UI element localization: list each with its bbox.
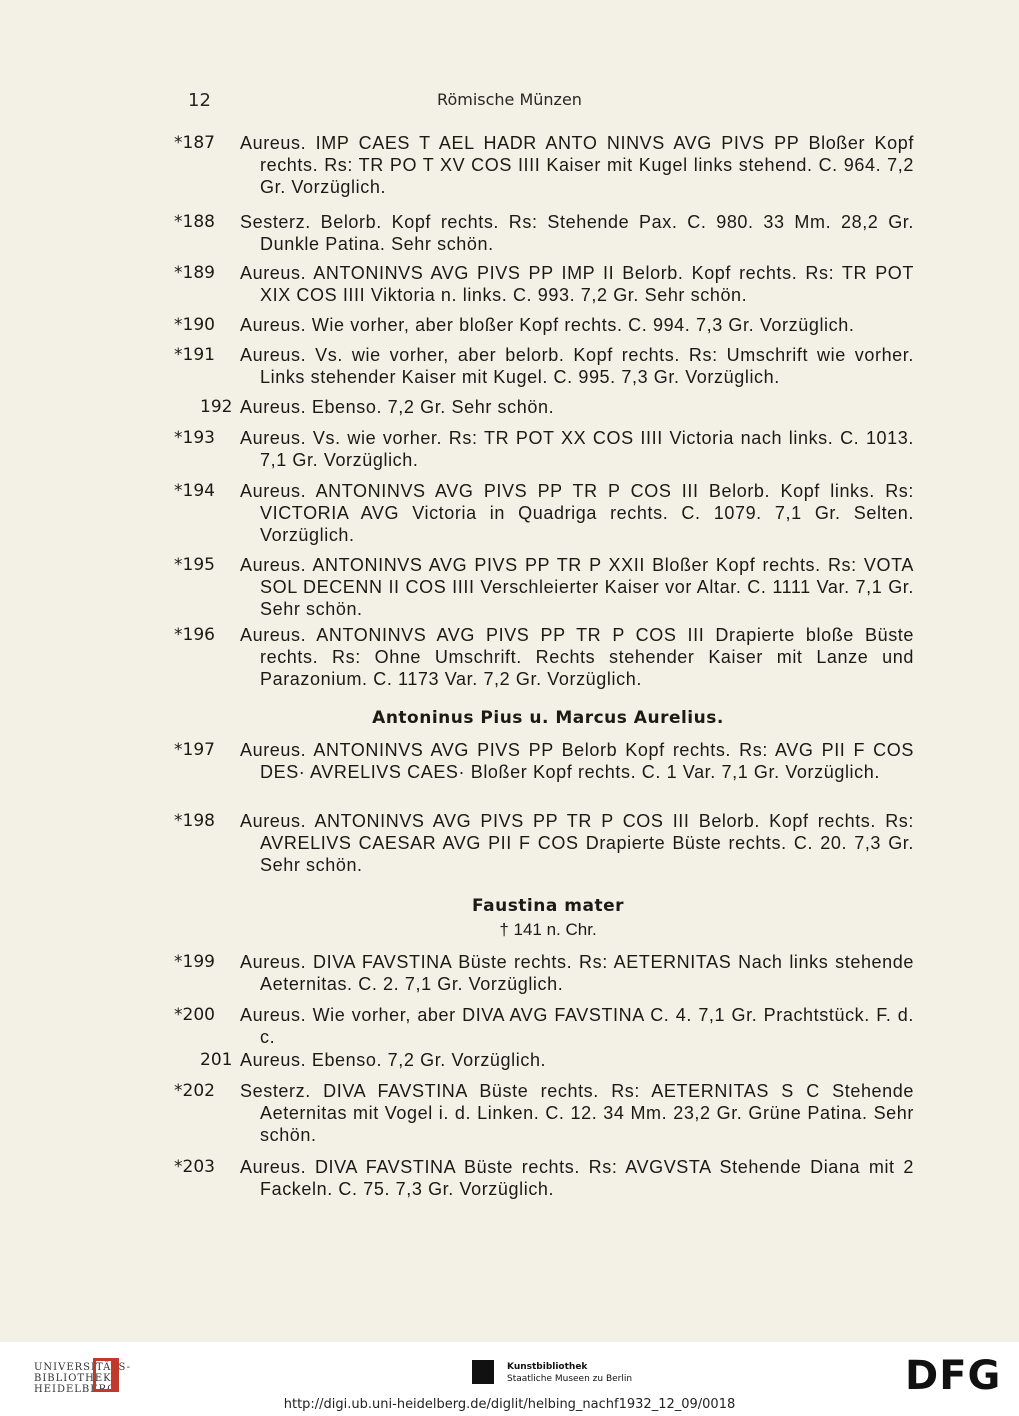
entry-text: Aureus. Vs. wie vorher, aber belorb. Kopf rechts. Rs: Umschrift wie vorher. Links stehender Kaiser mit Kugel. C. 995. 7,3 Gr. Vorzüglich.	[240, 345, 914, 387]
entry-number: 192	[200, 397, 233, 417]
running-title: Römische Münzen	[437, 90, 582, 109]
entry-text: Aureus. ANTONINVS AVG PIVS PP IMP II Belorb. Kopf rechts. Rs: TR POT XIX COS IIII Viktoria n. links. C. 993. 7,2 Gr. Sehr schön.	[240, 263, 914, 305]
entry-text: Aureus. IMP CAES T AEL HADR ANTO NINVS AVG PIVS PP Bloßer Kopf rechts. Rs: TR PO T XV COS IIII Kaiser mit Kugel links stehend. C. 964. 7,2 Gr. Vorzüglich.	[240, 133, 914, 197]
catalog-entry	[174, 314, 914, 336]
ub-heidelberg-logo-icon[interactable]	[93, 1358, 119, 1392]
entry-number: *189	[174, 263, 215, 283]
entry-number: *197	[174, 740, 215, 760]
catalog-entry	[174, 427, 914, 471]
catalog-entry	[174, 344, 914, 388]
entry-text: Aureus. ANTONINVS AVG PIVS PP Belorb Kopf rechts. Rs: AVG PII F COS DES· AVRELIVS CAES· Bloßer Kopf rechts. C. 1 Var. 7,1 Gr. Vorzüglich.	[240, 740, 914, 782]
entry-number: *196	[174, 625, 215, 645]
ub-heidelberg-text: UNIVERSITÄTS- BIBLIOTHEK HEIDELBERG	[34, 1362, 132, 1395]
entry-number: *194	[174, 481, 215, 501]
catalog-entry	[174, 1004, 914, 1048]
catalog-entry	[174, 554, 914, 620]
entry-number: *200	[174, 1005, 215, 1025]
entry-number: *198	[174, 811, 215, 831]
dfg-logo[interactable]: DFG	[905, 1353, 1002, 1399]
entry-number: *188	[174, 212, 215, 232]
kunstbibliothek-subtitle: Staatliche Museen zu Berlin	[507, 1374, 633, 1384]
entry-text: Aureus. Vs. wie vorher. Rs: TR POT XX COS IIII Victoria nach links. C. 1013. 7,1 Gr. Vorzüglich.	[240, 428, 914, 470]
catalog-entry	[174, 262, 914, 306]
catalog-entry	[174, 396, 914, 418]
kunstbibliothek-text	[507, 1361, 632, 1385]
entry-text: Aureus. Wie vorher, aber DIVA AVG FAVSTINA C. 4. 7,1 Gr. Prachtstück. F. d. c.	[240, 1005, 914, 1047]
entry-number: *202	[174, 1081, 215, 1101]
kunstbibliothek-title: Kunstbibliothek	[507, 1362, 588, 1372]
entry-number: *190	[174, 315, 215, 335]
catalog-entry	[174, 211, 914, 255]
entry-text: Aureus. ANTONINVS AVG PIVS PP TR P XXII Bloßer Kopf rechts. Rs: VOTA SOL DECENN II COS IIII Verschleierter Kaiser vor Altar. C. 1111 Var. 7,1 Gr. Sehr schön.	[240, 555, 914, 619]
entry-text: Aureus. DIVA FAVSTINA Büste rechts. Rs: AVGVSTA Stehende Diana mit 2 Fackeln. C. 75. 7,3 Gr. Vorzüglich.	[240, 1157, 914, 1199]
permalink-url[interactable]: http://digi.ub.uni-heidelberg.de/diglit/helbing_nachf1932_12_09/0018	[283, 1397, 736, 1412]
catalog-entry	[174, 810, 914, 876]
entry-text: Aureus. ANTONINVS AVG PIVS PP TR P COS III Belorb. Kopf rechts. Rs: AVRELIVS CAESAR AVG PII F COS Drapierte Büste rechts. C. 20. 7,3 Gr. Sehr schön.	[240, 811, 914, 875]
entry-number: *195	[174, 555, 215, 575]
catalog-entry	[174, 1049, 914, 1071]
kunstbibliothek-logo-icon[interactable]	[472, 1360, 494, 1384]
entry-number: *187	[174, 133, 215, 153]
entry-text: Aureus. Wie vorher, aber bloßer Kopf rechts. C. 994. 7,3 Gr. Vorzüglich.	[240, 315, 855, 335]
section-heading-antoninus: Antoninus Pius u. Marcus Aurelius.	[372, 708, 724, 728]
entry-number: *191	[174, 345, 215, 365]
catalog-entry	[174, 1156, 914, 1200]
entry-text: Aureus. DIVA FAVSTINA Büste rechts. Rs: AETERNITAS Nach links stehende Aeternitas. C. 2. 7,1 Gr. Vorzüglich.	[240, 952, 914, 994]
catalog-entry	[174, 739, 914, 783]
entry-number: *199	[174, 952, 215, 972]
section-heading-faustina: Faustina mater	[472, 896, 624, 916]
page-number: 12	[188, 90, 211, 111]
catalog-entry	[174, 624, 914, 690]
entry-text: Aureus. Ebenso. 7,2 Gr. Sehr schön.	[240, 397, 555, 417]
entry-text: Aureus. Ebenso. 7,2 Gr. Vorzüglich.	[240, 1050, 547, 1070]
catalog-entry	[174, 132, 914, 198]
catalog-entry	[174, 1080, 914, 1146]
catalog-entry	[174, 480, 914, 546]
entry-text: Aureus. ANTONINVS AVG PIVS PP TR P COS III Drapierte bloße Büste rechts. Rs: Ohne Umschrift. Rechts stehender Kaiser mit Lanze und Parazonium. C. 1173 Var. 7,2 Gr. Vorzüglich.	[240, 625, 914, 689]
entry-number: *203	[174, 1157, 215, 1177]
catalog-entry	[174, 951, 914, 995]
entry-number: 201	[200, 1050, 233, 1070]
entry-number: *193	[174, 428, 215, 448]
entry-text: Sesterz. Belorb. Kopf rechts. Rs: Stehende Pax. C. 980. 33 Mm. 28,2 Gr. Dunkle Patina. Sehr schön.	[240, 212, 914, 254]
section-subheading-date: † 141 n. Chr.	[499, 920, 597, 939]
entry-text: Sesterz. DIVA FAVSTINA Büste rechts. Rs: AETERNITAS S C Stehende Aeternitas mit Vogel i. d. Linken. C. 12. 34 Mm. 23,2 Gr. Grüne Patina. Sehr schön.	[240, 1081, 914, 1145]
entry-text: Aureus. ANTONINVS AVG PIVS PP TR P COS III Belorb. Kopf links. Rs: VICTORIA AVG Victoria in Quadriga rechts. C. 1079. 7,1 Gr. Selten. Vorzüglich.	[240, 481, 914, 545]
